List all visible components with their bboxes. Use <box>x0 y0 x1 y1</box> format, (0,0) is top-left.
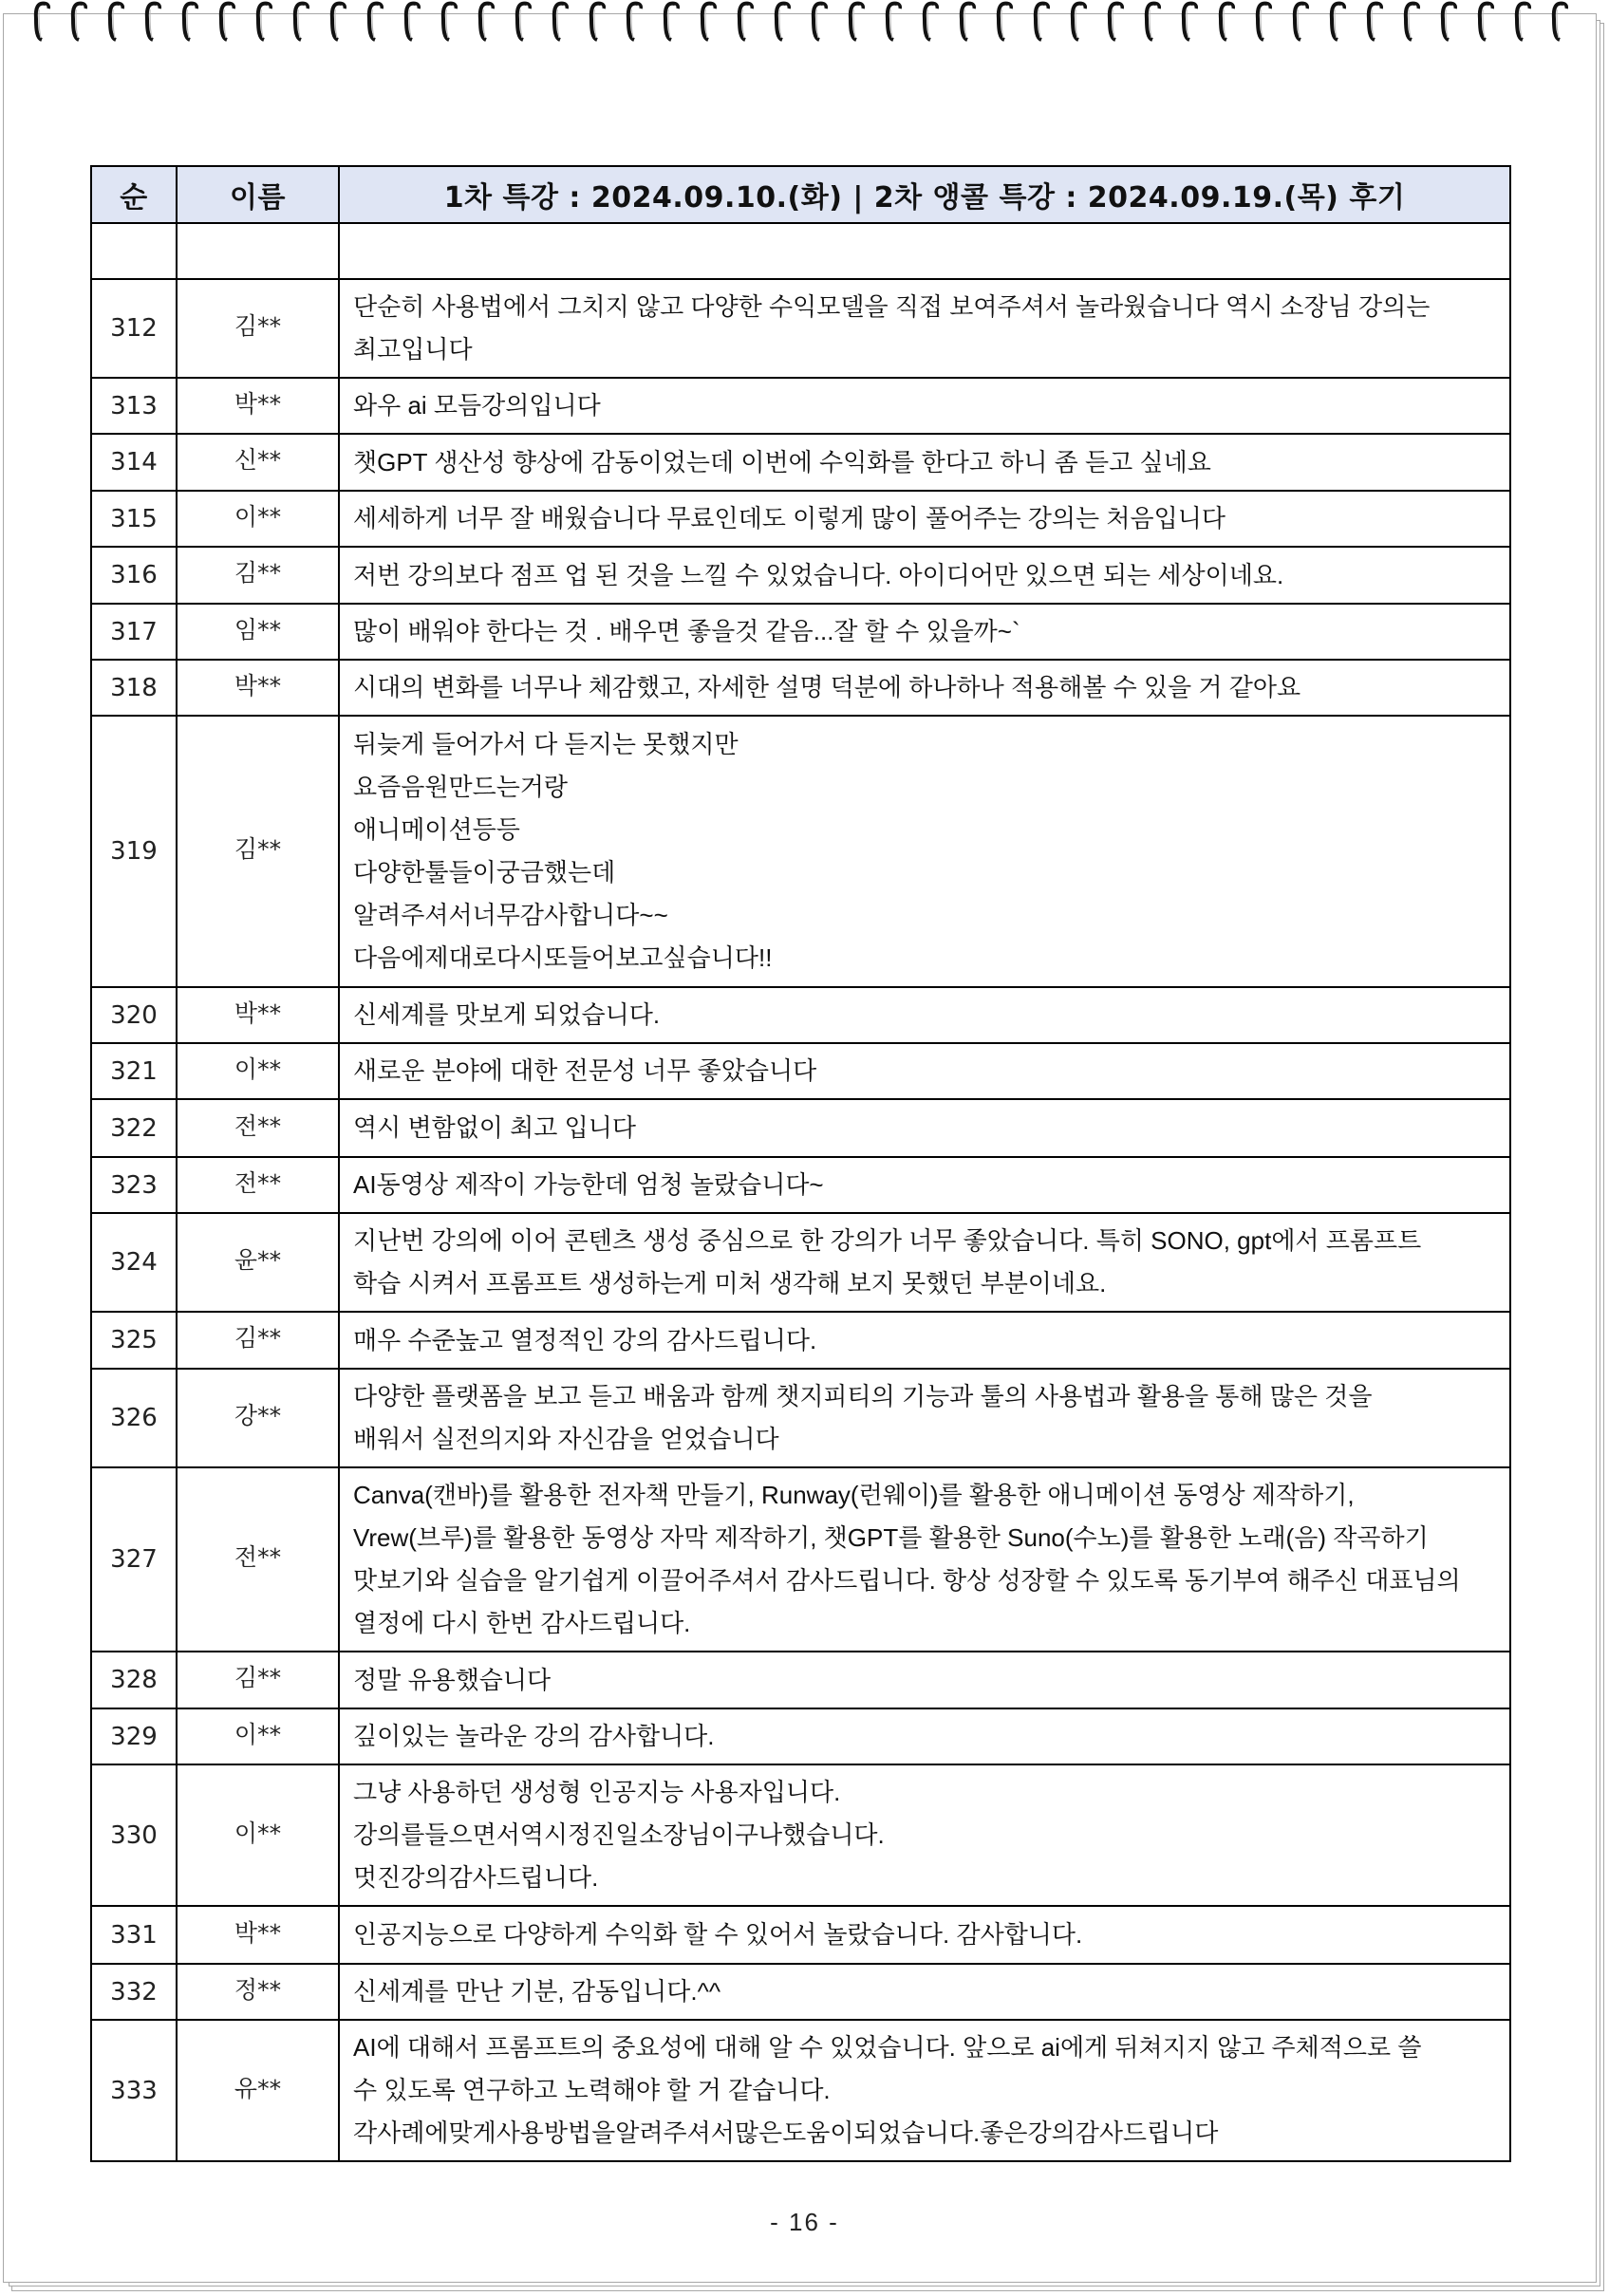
spiral-ring-icon <box>1065 0 1102 46</box>
table-row <box>91 1369 1510 1467</box>
reviewer-name: 정** <box>177 1964 339 2020</box>
reviewer-name: 이** <box>177 1708 339 1764</box>
review-line: 수 있도록 연구하고 노력해야 할 거 같습니다. <box>353 2076 831 2104</box>
table-row <box>91 604 1510 660</box>
reviewer-name: 유** <box>177 2020 339 2161</box>
review-line: 정말 유용했습니다 <box>353 1665 552 1694</box>
table-row <box>91 1467 1510 1652</box>
review-line: AI에 대해서 프롬프트의 중요성에 대해 알 수 있었습니다. 앞으로 ai에게 뒤쳐지지 않고 주체적으로 쓸 <box>353 2033 1422 2062</box>
spiral-ring-icon <box>140 0 177 46</box>
row-number: 321 <box>91 1043 177 1099</box>
spiral-ring-icon <box>695 0 732 46</box>
table-row <box>91 1764 1510 1906</box>
review-line: 많이 배워야 한다는 것 . 배우면 좋을것 같음...잘 할 수 있을까~` <box>353 617 1020 645</box>
spiral-ring-icon <box>436 0 473 46</box>
row-number <box>91 223 177 279</box>
row-number: 312 <box>91 279 177 378</box>
review-text <box>339 1213 1510 1312</box>
row-number: 325 <box>91 1312 177 1369</box>
reviewer-name: 박** <box>177 378 339 434</box>
reviewer-name: 김** <box>177 279 339 378</box>
table-row <box>91 1906 1510 1964</box>
review-line: 세세하게 너무 잘 배웠습니다 무료인데도 이렇게 많이 풀어주는 강의는 처음입니다 <box>353 504 1225 532</box>
table-row <box>91 434 1510 491</box>
row-number: 323 <box>91 1157 177 1213</box>
spiral-ring-icon <box>658 0 695 46</box>
reviewer-name: 박** <box>177 660 339 716</box>
table-row <box>91 1708 1510 1764</box>
review-text <box>339 2020 1510 2161</box>
reviewer-name: 윤** <box>177 1213 339 1312</box>
spiral-ring-icon <box>732 0 769 46</box>
row-number: 314 <box>91 434 177 491</box>
review-text <box>339 1964 1510 2020</box>
reviewer-name: 전** <box>177 1099 339 1157</box>
review-text <box>339 1099 1510 1157</box>
page-number: - 16 - <box>770 2208 839 2236</box>
review-line: 다양한툴들이궁금했는데 <box>353 858 616 887</box>
row-number: 313 <box>91 378 177 434</box>
row-number: 324 <box>91 1213 177 1312</box>
review-table <box>90 165 1511 2162</box>
row-number: 318 <box>91 660 177 716</box>
spiral-ring-icon <box>1028 0 1065 46</box>
spiral-ring-icon <box>103 0 140 46</box>
reviewer-name: 박** <box>177 987 339 1043</box>
review-text <box>339 1312 1510 1369</box>
spiral-ring-icon <box>214 0 251 46</box>
spiral-binding <box>28 0 1585 46</box>
review-line: 깊이있는 놀라운 강의 감사합니다. <box>353 1722 715 1750</box>
spiral-ring-icon <box>1361 0 1398 46</box>
review-line: Canva(캔바)를 활용한 전자책 만들기, Runway(런웨이)를 활용한 애니메이션 동영상 제작하기, <box>353 1481 1355 1509</box>
spiral-ring-icon <box>510 0 547 46</box>
table-row <box>91 1157 1510 1213</box>
row-number: 316 <box>91 547 177 604</box>
table-row <box>91 491 1510 547</box>
row-number: 330 <box>91 1764 177 1906</box>
review-line: 챗GPT 생산성 향상에 감동이었는데 이번에 수익화를 한다고 하니 좀 듣고 싶네요 <box>353 447 1211 476</box>
spiral-ring-icon <box>1176 0 1213 46</box>
review-line: 인공지능으로 다양하게 수익화 할 수 있어서 놀랐습니다. 감사합니다. <box>353 1920 1083 1949</box>
spiral-ring-icon <box>177 0 214 46</box>
spiral-ring-icon <box>1287 0 1324 46</box>
reviewer-name: 이** <box>177 491 339 547</box>
reviewer-name: 김** <box>177 1312 339 1369</box>
review-line: 각사례에맞게사용방법을알려주셔서많은도움이되었습니다.좋은강의감사드립니다 <box>353 2119 1219 2147</box>
table-row <box>91 1043 1510 1099</box>
review-line: 최고입니다 <box>353 335 473 364</box>
review-line: 와우 ai 모듬강의입니다 <box>353 391 601 420</box>
spiral-ring-icon <box>1250 0 1287 46</box>
review-line: 신세계를 맛보게 되었습니다. <box>353 1000 661 1029</box>
reviewer-name: 임** <box>177 604 339 660</box>
review-text <box>339 1708 1510 1764</box>
row-number: 327 <box>91 1467 177 1652</box>
review-line: 지난번 강의에 이어 콘텐츠 생성 중심으로 한 강의가 너무 좋았습니다. 특히 SONO, gpt에서 프롬프트 <box>353 1226 1422 1255</box>
spiral-ring-icon <box>954 0 991 46</box>
review-line: 배워서 실전의지와 자신감을 얻었습니다 <box>353 1425 779 1453</box>
row-number: 319 <box>91 716 177 987</box>
reviewer-name: 신** <box>177 434 339 491</box>
header-name: 이름 <box>177 166 339 223</box>
row-number: 331 <box>91 1906 177 1964</box>
reviewer-name: 박** <box>177 1906 339 1964</box>
spiral-ring-icon <box>584 0 621 46</box>
review-text <box>339 716 1510 987</box>
spiral-ring-icon <box>251 0 288 46</box>
review-line: 그냥 사용하던 생성형 인공지능 사용자입니다. <box>353 1778 841 1806</box>
review-text <box>339 547 1510 604</box>
review-line: 애니메이션등등 <box>353 815 520 844</box>
spiral-ring-icon <box>473 0 510 46</box>
review-line: 신세계를 만난 기분, 감동입니다.^^ <box>353 1977 721 2006</box>
spiral-ring-icon <box>880 0 917 46</box>
spiral-ring-icon <box>325 0 362 46</box>
spiral-ring-icon <box>1435 0 1472 46</box>
row-number: 333 <box>91 2020 177 2161</box>
header-num: 순 <box>91 166 177 223</box>
review-text <box>339 378 1510 434</box>
review-line: 단순히 사용법에서 그치지 않고 다양한 수익모델을 직접 보여주셔서 놀라웠습니다 역시 소장님 강의는 <box>353 292 1431 321</box>
review-line: 학습 시켜서 프롬프트 생성하는게 미처 생각해 보지 못했던 부분이네요. <box>353 1269 1107 1297</box>
table-row <box>91 1652 1510 1708</box>
table-row <box>91 1964 1510 2020</box>
review-text <box>339 1764 1510 1906</box>
review-line: 열정에 다시 한번 감사드립니다. <box>353 1609 691 1637</box>
row-number: 329 <box>91 1708 177 1764</box>
review-text <box>339 660 1510 716</box>
review-text <box>339 279 1510 378</box>
reviewer-name: 김** <box>177 716 339 987</box>
table-row <box>91 1099 1510 1157</box>
review-text <box>339 434 1510 491</box>
review-line: 강의를들으면서역시정진일소장님이구나했습니다. <box>353 1820 885 1849</box>
review-text <box>339 1157 1510 1213</box>
row-number: 328 <box>91 1652 177 1708</box>
reviewer-name: 이** <box>177 1043 339 1099</box>
review-line: 역시 변함없이 최고 입니다 <box>353 1113 636 1142</box>
row-number: 332 <box>91 1964 177 2020</box>
spiral-ring-icon <box>1102 0 1139 46</box>
spiral-ring-icon <box>1324 0 1361 46</box>
spiral-ring-icon <box>1398 0 1435 46</box>
review-text <box>339 1467 1510 1652</box>
spiral-ring-icon <box>1213 0 1250 46</box>
spiral-ring-icon <box>288 0 325 46</box>
table-row <box>91 987 1510 1043</box>
review-text <box>339 987 1510 1043</box>
table-row <box>91 716 1510 987</box>
review-text <box>339 1369 1510 1467</box>
row-number: 320 <box>91 987 177 1043</box>
review-text <box>339 1906 1510 1964</box>
review-text <box>339 223 1510 279</box>
spiral-ring-icon <box>806 0 843 46</box>
spiral-ring-icon <box>621 0 658 46</box>
reviewer-name: 김** <box>177 547 339 604</box>
spiral-ring-icon <box>1546 0 1583 46</box>
review-line: 알려주셔서너무감사합니다~~ <box>353 901 668 929</box>
spiral-ring-icon <box>1472 0 1509 46</box>
header-review: 1차 특강 : 2024.09.10.(화) | 2차 앵콜 특강 : 2024.09.19.(목) 후기 <box>339 166 1510 223</box>
review-line: 새로운 분야에 대한 전문성 너무 좋았습니다 <box>353 1056 817 1085</box>
spiral-ring-icon <box>547 0 584 46</box>
review-line: 저번 강의보다 점프 업 된 것을 느낄 수 있었습니다. 아이디어만 있으면 되는 세상이네요. <box>353 560 1284 589</box>
review-line: 맛보기와 실습을 알기쉽게 이끌어주셔서 감사드립니다. 항상 성장할 수 있도록 동기부여 해주신 대표님의 <box>353 1566 1461 1595</box>
row-number: 326 <box>91 1369 177 1467</box>
table-header-row <box>91 166 1510 223</box>
spiral-ring-icon <box>769 0 806 46</box>
row-number: 317 <box>91 604 177 660</box>
spiral-ring-icon <box>1509 0 1546 46</box>
reviewer-name <box>177 223 339 279</box>
review-line: AI동영상 제작이 가능한데 엄청 놀랐습니다~ <box>353 1170 824 1199</box>
table-row <box>91 1312 1510 1369</box>
table-row <box>91 547 1510 604</box>
review-text <box>339 491 1510 547</box>
review-text <box>339 604 1510 660</box>
row-number: 322 <box>91 1099 177 1157</box>
spiral-ring-icon <box>362 0 399 46</box>
spiral-ring-icon <box>917 0 954 46</box>
spiral-ring-icon <box>991 0 1028 46</box>
table-row <box>91 279 1510 378</box>
spiral-ring-icon <box>399 0 436 46</box>
review-text <box>339 1652 1510 1708</box>
reviewer-name: 이** <box>177 1764 339 1906</box>
reviewer-name: 김** <box>177 1652 339 1708</box>
review-text <box>339 1043 1510 1099</box>
table-row <box>91 223 1510 279</box>
spiral-ring-icon <box>65 0 103 46</box>
table-row <box>91 2020 1510 2161</box>
table-row <box>91 378 1510 434</box>
review-line: 요즘음원만드는거랑 <box>353 773 569 801</box>
reviewer-name: 전** <box>177 1157 339 1213</box>
review-line: 뒤늦게 들어가서 다 듣지는 못했지만 <box>353 730 739 758</box>
reviewer-name: 강** <box>177 1369 339 1467</box>
review-line: 멋진강의감사드립니다. <box>353 1863 599 1892</box>
reviewer-name: 전** <box>177 1467 339 1652</box>
row-number: 315 <box>91 491 177 547</box>
review-line: 다음에제대로다시또들어보고싶습니다!! <box>353 943 773 972</box>
table-row <box>91 660 1510 716</box>
review-line: 매우 수준높고 열정적인 강의 감사드립니다. <box>353 1325 817 1354</box>
spiral-ring-icon <box>1139 0 1176 46</box>
review-line: 다양한 플랫폼을 보고 듣고 배움과 함께 챗지피티의 기능과 툴의 사용법과 활용을 통해 많은 것을 <box>353 1382 1373 1410</box>
spiral-ring-icon <box>28 0 65 46</box>
review-line: Vrew(브루)를 활용한 동영상 자막 제작하기, 챗GPT를 활용한 Suno(수노)를 활용한 노래(음) 작곡하기 <box>353 1523 1429 1552</box>
review-line: 시대의 변화를 너무나 체감했고, 자세한 설명 덕분에 하나하나 적용해볼 수 있을 거 같아요 <box>353 673 1301 701</box>
table-row <box>91 1213 1510 1312</box>
spiral-ring-icon <box>843 0 880 46</box>
